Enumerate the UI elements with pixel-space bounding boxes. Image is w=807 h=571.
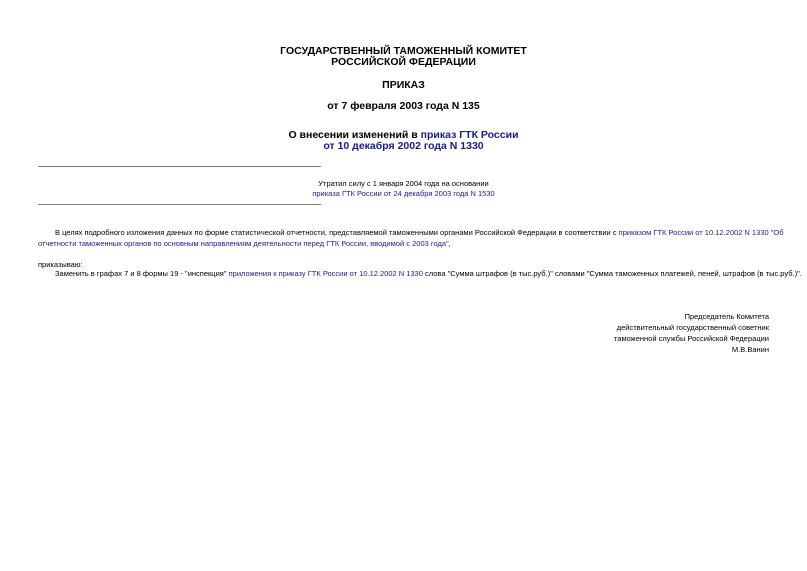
appendix-link[interactable]: приложения к приказу ГТК России от 10.12.2002 N 1330 <box>228 269 423 278</box>
paragraph-replace <box>55 268 802 279</box>
subject-link-part2[interactable]: от 10 декабря 2002 года N 1330 <box>323 140 484 152</box>
signature-service: таможенной службы Российской Федерации <box>613 334 769 343</box>
org-name-line2: РОССИЙСКОЙ ФЕДЕРАЦИИ <box>331 56 476 68</box>
replace-text-start: Заменить в графах 7 и 8 формы 19 - "инспекция" <box>55 269 229 278</box>
replace-text-end: слова "Сумма штрафов (в тыс.руб.)" словами "Сумма таможенных платежей, пеней, штрафов (в тыс.руб.)". <box>422 269 802 278</box>
subject-prefix: О внесении изменений в <box>288 129 421 141</box>
document-type: ПРИКАЗ <box>382 79 425 91</box>
org-name-line1: ГОСУДАРСТВЕННЫЙ ТАМОЖЕННЫЙ КОМИТЕТ <box>280 45 527 57</box>
divider-top <box>38 166 321 167</box>
order-1330-link-part2[interactable]: отчетности таможенных органов по основным направлениям деятельности перед ГТК России, вводимой с 2003 года" <box>38 239 449 248</box>
signature-title: Председатель Комитета <box>684 312 769 321</box>
paragraph-preamble-line1 <box>55 227 783 238</box>
signature-name: М.В.Ванин <box>731 345 769 354</box>
preamble-text: В целях подробного изложения данных по форме статистической отчетности, представляемой таможенными органами Российской Федерации в соответствии с <box>55 228 619 237</box>
signature-rank: действительный государственный советник <box>616 323 769 332</box>
paragraph-preamble-line2 <box>38 238 451 249</box>
document-date-number: от 7 февраля 2003 года N 135 <box>327 100 480 112</box>
order-word: приказываю: <box>38 260 83 269</box>
divider-bottom <box>38 204 321 205</box>
order-1330-link-part1[interactable]: приказом ГТК России от 10.12.2002 N 1330 "Об <box>618 228 784 237</box>
status-note-link[interactable]: приказа ГТК России от 24 декабря 2003 года N 1530 <box>312 189 495 198</box>
subject-link-part1[interactable]: приказ ГТК России <box>420 129 519 141</box>
status-note-text: Утратил силу с 1 января 2004 года на основании <box>318 179 489 188</box>
preamble-end: , <box>448 239 451 248</box>
